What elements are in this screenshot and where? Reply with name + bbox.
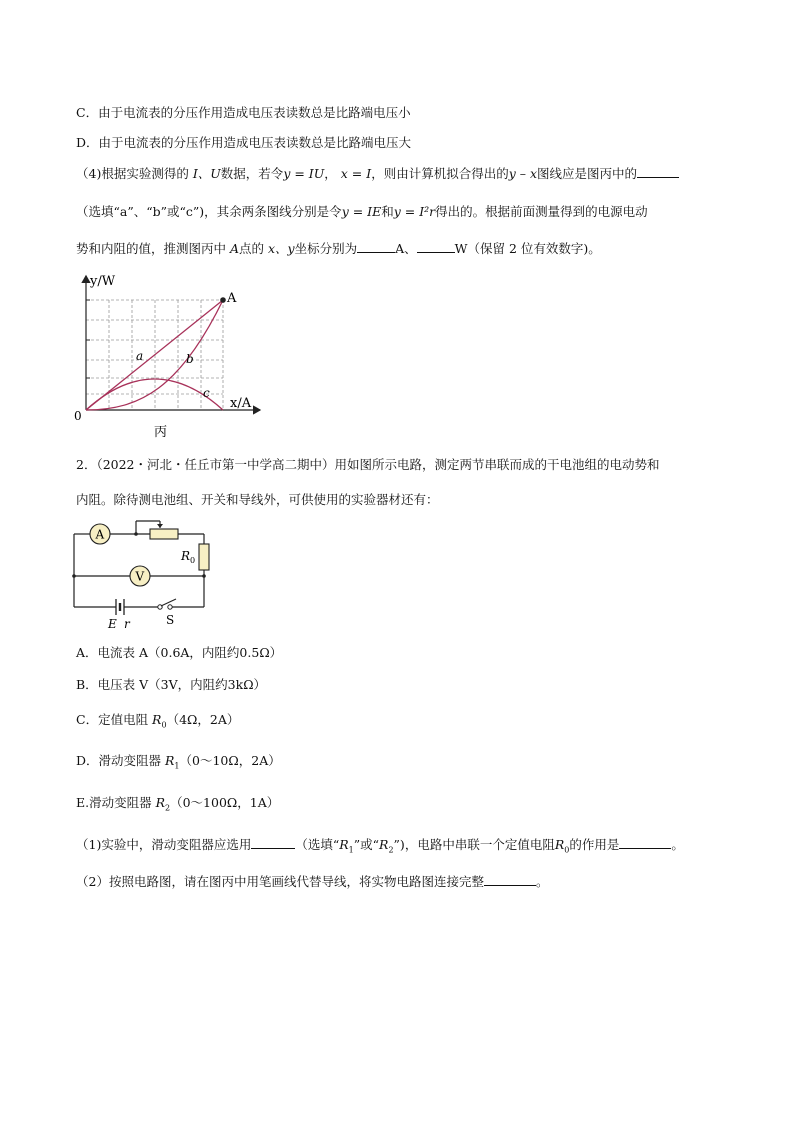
- q2-line-1: 2．（2022・河北・任丘市第一中学高二期中）用如图所示电路，测定两节串联而成的干电池组的电动势和: [76, 457, 660, 472]
- equipment-a: A．电流表 A（0.6A，内阻约0.5Ω）: [76, 645, 283, 660]
- emf-label: E: [108, 617, 117, 630]
- y-axis-label: y/W: [90, 274, 116, 289]
- var-r: R: [152, 712, 162, 727]
- answer-blank-wiring[interactable]: [484, 873, 536, 886]
- circuit-diagram: [66, 518, 226, 630]
- q4-line-1: [76, 165, 679, 183]
- var-sub: 2: [165, 803, 171, 813]
- var-a: A: [229, 241, 240, 256]
- curve-c-label: c: [203, 386, 210, 400]
- resistor-r0: [199, 544, 209, 570]
- q4-text: A、: [395, 241, 417, 256]
- var-sub: 1: [174, 761, 180, 771]
- var-r: R: [554, 837, 565, 852]
- slider-arrow-icon: [157, 524, 163, 528]
- var-r: R: [379, 837, 389, 852]
- sub1-text: （1)实验中，滑动变阻器应选用: [76, 837, 252, 852]
- switch-label: S: [166, 613, 175, 627]
- option-c: C．由于电流表的分压作用造成电压表读数总是比路端电压小: [76, 105, 411, 120]
- formula-y-i2r: y = I²r: [393, 204, 436, 219]
- var-iu: I、U: [192, 166, 221, 181]
- graph-caption: 丙: [154, 425, 168, 440]
- curve-b-label: b: [186, 352, 194, 366]
- r0-label: $R_0$: [181, 549, 196, 565]
- equipment-e: [76, 794, 279, 818]
- var-sub: 1: [348, 845, 354, 855]
- sub1-text: ”或“: [353, 837, 380, 852]
- formula-y-x: y – x: [508, 166, 538, 181]
- origin-label: 0: [74, 409, 82, 423]
- q4-text: 点的: [239, 241, 268, 256]
- q4-text: W（保留 2 位有效数字)。: [454, 241, 601, 256]
- q4-text: ，: [324, 166, 341, 181]
- equipment-text: （0～10Ω，2A）: [179, 753, 281, 768]
- ammeter-label: A: [95, 527, 105, 542]
- var-sub: 0: [161, 720, 167, 730]
- q4-text: （选填“a”、“b”或“c”)，其余两条图线分别是令: [76, 204, 342, 219]
- equipment-text: E.滑动变阻器: [76, 795, 156, 810]
- answer-blank-curve[interactable]: [637, 165, 679, 178]
- q2-line-2: 内阻。除待测电池组、开关和导线外，可供使用的实验器材还有：: [76, 492, 439, 507]
- voltmeter-label: V: [135, 569, 145, 584]
- answer-blank-y[interactable]: [417, 240, 455, 253]
- battery-icon: [116, 599, 124, 615]
- sub1-text: 。: [671, 837, 684, 852]
- var-xy: x、y: [268, 241, 295, 256]
- q4-text: 坐标分别为: [294, 241, 358, 256]
- equipment-d: [76, 752, 281, 776]
- formula-x-i: x = I: [340, 166, 372, 181]
- point-a-marker: [220, 297, 226, 303]
- curve-a-label: a: [136, 349, 144, 363]
- q4-text: 图线应是图丙中的: [537, 166, 638, 181]
- sub1-text: 的作用是: [569, 837, 620, 852]
- formula-y-iu: y = IU: [283, 166, 325, 181]
- formula-y-ie: y = IE: [341, 204, 382, 219]
- var-sub: 2: [388, 845, 394, 855]
- equipment-text: （4Ω，2A）: [166, 712, 240, 727]
- sub2-text: （2）按照电路图，请在图丙中用笔画线代替导线，将实物电路图连接完整: [76, 874, 484, 889]
- sub1-text: ”)，电路中串联一个定值电阻: [393, 837, 555, 852]
- switch-icon: [158, 599, 176, 609]
- internal-r-label: r: [124, 617, 130, 630]
- answer-blank-r0-purpose[interactable]: [619, 836, 671, 849]
- equipment-text: （0～100Ω，1A）: [170, 795, 280, 810]
- sub-question-2: [76, 873, 548, 891]
- q4-text: 数据，若令: [220, 166, 284, 181]
- q4-text: 得出的。根据前面测量得到的电源电动: [435, 204, 648, 219]
- x-axis-label: x/A: [230, 396, 252, 411]
- graph-figure: [70, 268, 270, 440]
- equipment-c: [76, 711, 239, 735]
- sub1-text: （选填“: [295, 837, 340, 852]
- var-r: R: [155, 795, 165, 810]
- q4-line-3: [76, 240, 601, 258]
- q4-text: 势和内阻的值，推测图丙中: [76, 241, 230, 256]
- var-r: R: [165, 753, 175, 768]
- q4-text: ，则由计算机拟合得出的: [371, 166, 509, 181]
- var-r: R: [339, 837, 349, 852]
- equipment-text: D．滑动变阻器: [76, 753, 165, 768]
- option-d: D．由于电流表的分压作用造成电压表读数总是比路端电压大: [76, 135, 412, 150]
- rheostat: [150, 529, 178, 539]
- sub2-text: 。: [535, 874, 549, 889]
- q4-text: （4)根据实验测得的: [76, 166, 193, 181]
- var-sub: 0: [564, 845, 570, 855]
- q4-text: 和: [381, 204, 394, 219]
- answer-blank-x[interactable]: [357, 240, 395, 253]
- sub-question-1: [76, 836, 684, 860]
- point-a-label: A: [227, 291, 237, 306]
- equipment-text: C．定值电阻: [76, 712, 153, 727]
- answer-blank-rheostat[interactable]: [251, 836, 295, 849]
- q4-line-2: [76, 203, 648, 221]
- equipment-b: B．电压表 V（3V，内阻约3kΩ）: [76, 677, 267, 692]
